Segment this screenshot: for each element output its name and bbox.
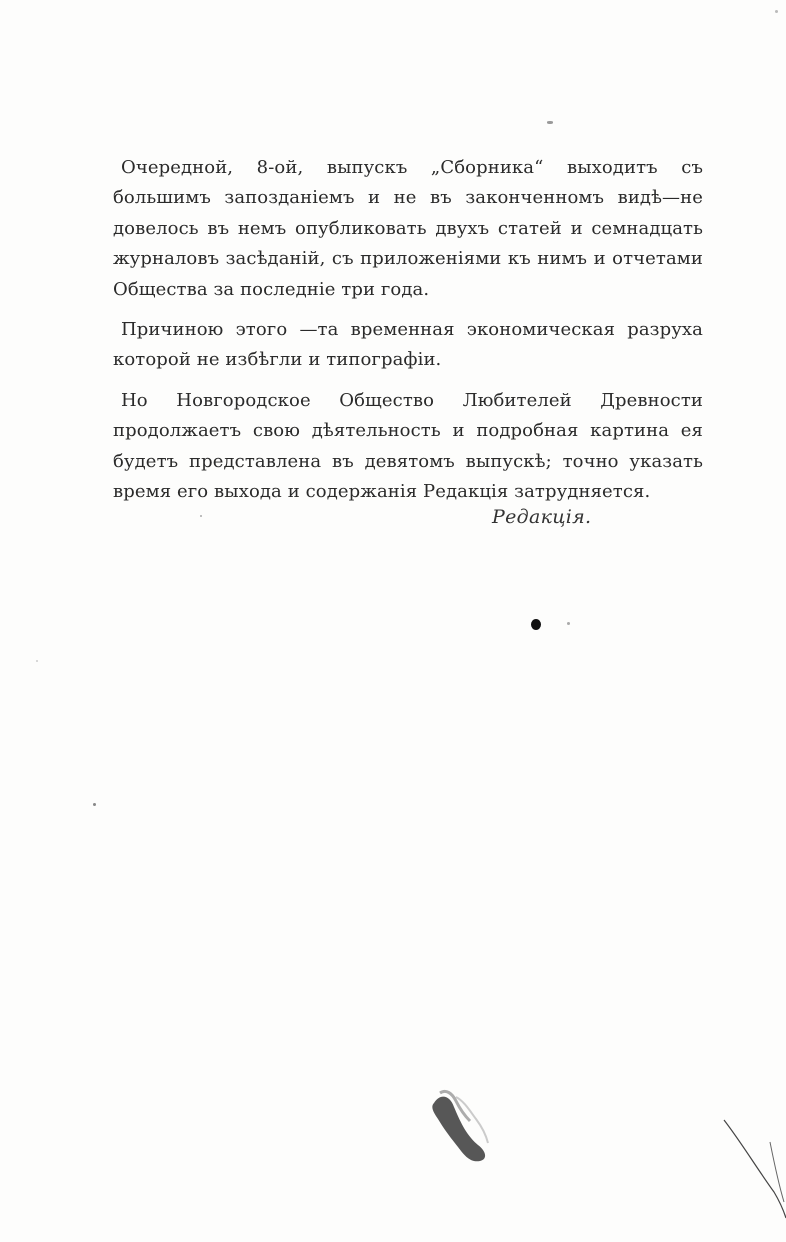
ink-blot: [531, 619, 541, 630]
paragraph-2: Причиною этого —та временная экономическая разруха которой не избѣгли и типографіи.: [113, 319, 703, 371]
paragraph-1: Очередной, 8-ой, выпускъ „Сборника“ выходитъ съ большимъ запозданіемъ и не въ законченномъ видѣ—не довелось въ немъ опубликовать двухъ статей и семнадцать журналовъ засѣданій, съ приложеніями къ нимъ и отчетами Общества за последніе три года.: [113, 157, 703, 300]
speck: [36, 660, 38, 662]
speck: [775, 10, 778, 13]
paragraph-3: Но Новгородское Общество Любителей Древности продолжаетъ свою дѣятельность и подробная картина ея будетъ представлена въ девятомъ выпускѣ; точно указать время его выхода и содержанія Редакція затрудняется.: [113, 389, 703, 503]
speck: [93, 803, 96, 806]
body-text: [113, 153, 703, 507]
speck: [200, 515, 202, 517]
signature: Редакція.: [492, 506, 592, 528]
speck: [567, 622, 570, 625]
speck: [547, 121, 553, 124]
corner-fold-lines: [696, 1112, 786, 1242]
ink-smudge: [426, 1085, 496, 1165]
